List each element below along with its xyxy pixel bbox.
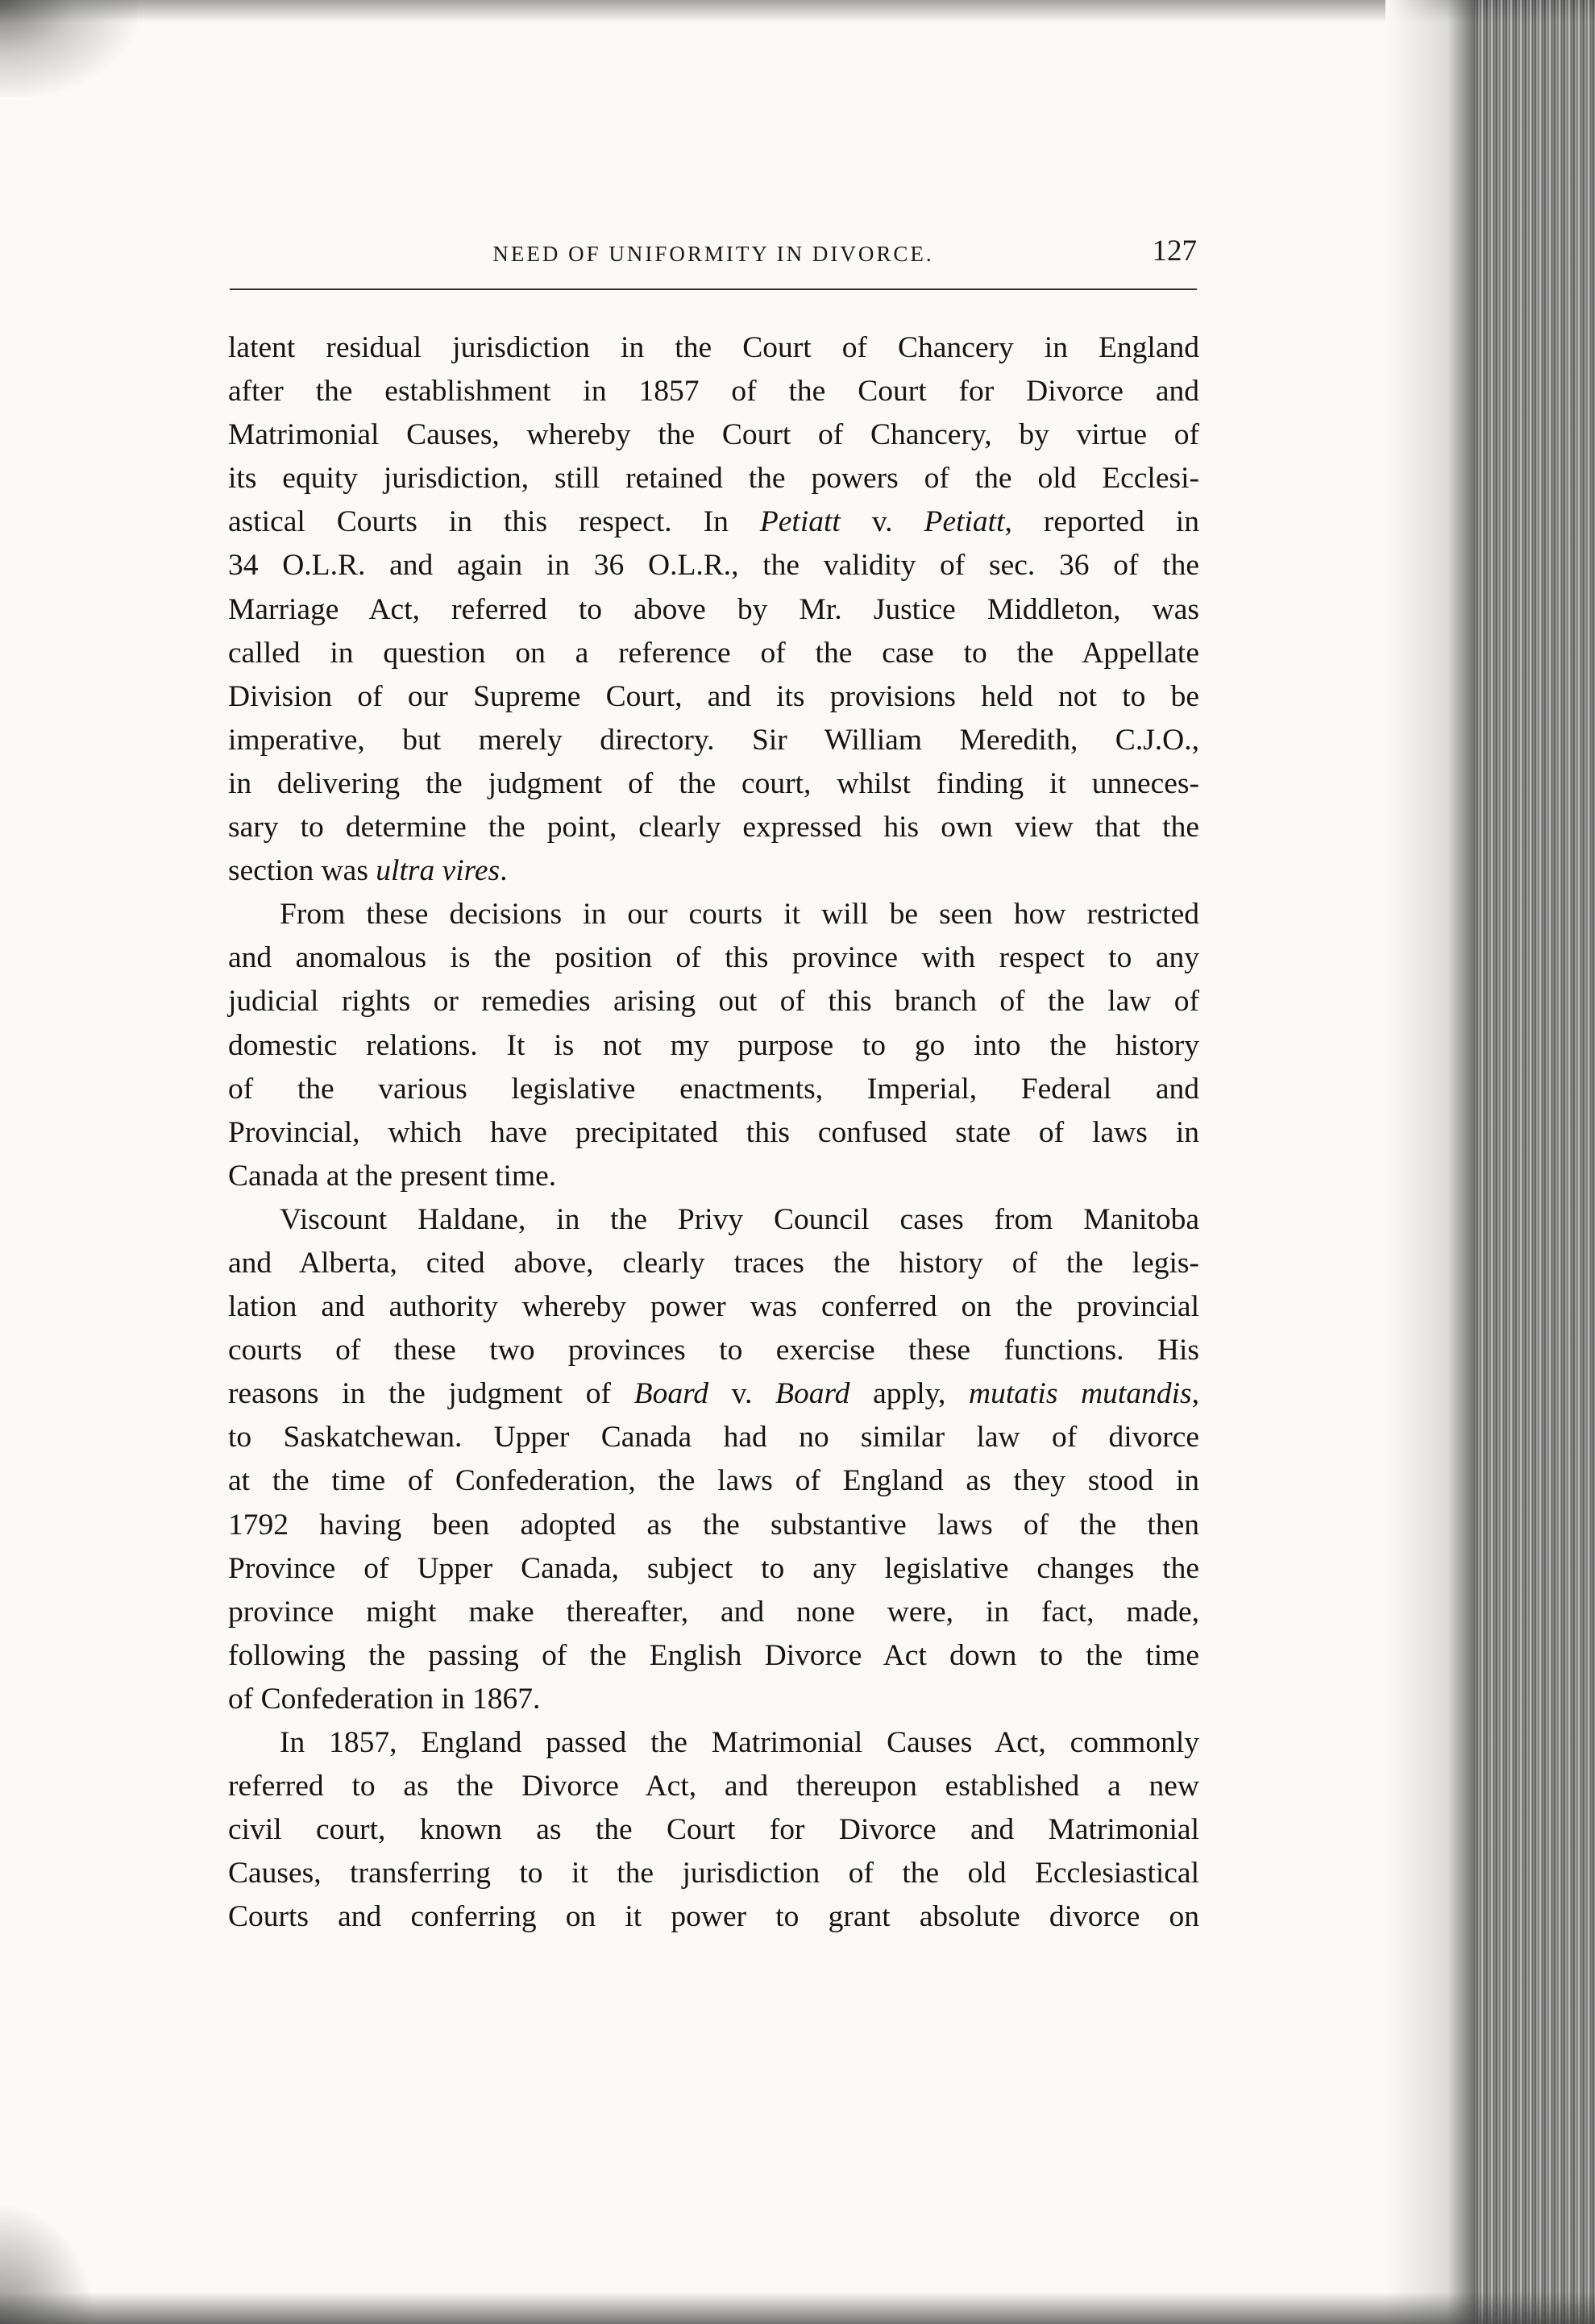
text-line: after the establishment in 1857 of the Court for Divorce and (228, 375, 1199, 409)
running-head: NEED OF UNIFORMITY IN DIVORCE. (492, 242, 934, 266)
body-text (228, 326, 1199, 1939)
text-line: at the time of Confederation, the laws of England as they stood in (228, 1464, 1199, 1498)
paragraph (228, 1721, 1199, 1939)
text-line: From these decisions in our courts it will be seen how restricted (280, 898, 1199, 932)
paragraph (228, 1198, 1199, 1721)
text-line: domestic relations. It is not my purpose to go into the history (228, 1028, 1199, 1062)
scan-shadow-right (1385, 0, 1474, 2324)
text-line: judicial rights or remedies arising out of this branch of the law of (228, 985, 1199, 1019)
text-line: to Saskatchewan. Upper Canada had no similar law of divorce (228, 1421, 1199, 1455)
text-line: courts of these two provinces to exercise these functions. His (228, 1334, 1199, 1367)
text-line: Provincial, which have precipitated this confused state of laws in (228, 1115, 1199, 1149)
text-line: Causes, transferring to it the jurisdiction of the old Ecclesiastical (228, 1857, 1199, 1890)
text-line: of the various legislative enactments, Imperial, Federal and (228, 1072, 1199, 1106)
text-line: reasons in the judgment of Board v. Board apply, mutatis mutandis, (228, 1377, 1199, 1411)
page-number: 127 (1152, 234, 1197, 268)
text-line: Province of Upper Canada, subject to any legislative changes the (228, 1551, 1199, 1585)
text-line: referred to as the Divorce Act, and thereupon established a new (228, 1770, 1199, 1803)
text-line: lation and authority whereby power was conferred on the provincial (228, 1290, 1199, 1324)
text-line: Viscount Haldane, in the Privy Council cases from Manitoba (280, 1202, 1199, 1236)
scan-shadow-top (0, 0, 1595, 23)
text-line: latent residual jurisdiction in the Court of Chancery in England (228, 331, 1199, 364)
text-line: In 1857, England passed the Matrimonial Causes Act, commonly (280, 1726, 1199, 1759)
text-line: Marriage Act, referred to above by Mr. Justice Middleton, was (228, 592, 1199, 626)
page-edge-right (1474, 0, 1595, 2324)
paragraph (228, 893, 1199, 1198)
text-line: 34 O.L.R. and again in 36 O.L.R., the validity of sec. 36 of the (228, 549, 1199, 583)
text-line: Division of our Supreme Court, and its provisions held not to be (228, 679, 1199, 713)
text-line: following the passing of the English Divorce Act down to the time (228, 1638, 1199, 1672)
text-line: Canada at the present time. (228, 1159, 557, 1193)
text-line: Courts and conferring on it power to grant absolute divorce on (228, 1900, 1199, 1934)
scan-shadow-corner (0, 0, 137, 97)
text-line: province might make thereafter, and none were, in fact, made, (228, 1595, 1199, 1629)
text-line: astical Courts in this respect. In Petiatt v. Petiatt, reported in (228, 505, 1199, 539)
text-line: its equity jurisdiction, still retained the powers of the old Ecclesi- (228, 462, 1199, 496)
text-line: in delivering the judgment of the court, whilst finding it unneces- (228, 766, 1199, 800)
text-line: and Alberta, cited above, clearly traces the history of the legis- (228, 1246, 1199, 1280)
paragraph (228, 326, 1199, 893)
header-rule (230, 288, 1197, 290)
text-line: section was ultra vires. (228, 854, 508, 888)
text-line: of Confederation in 1867. (228, 1682, 541, 1716)
text-line: Matrimonial Causes, whereby the Court of Chancery, by virtue of (228, 418, 1199, 452)
scan-shadow-bottom (0, 2292, 1595, 2324)
page-header (230, 234, 1197, 282)
text-line: sary to determine the point, clearly expressed his own view that the (228, 811, 1199, 845)
text-line: imperative, but merely directory. Sir William Meredith, C.J.O., (228, 723, 1199, 757)
text-line: civil court, known as the Court for Divorce and Matrimonial (228, 1813, 1199, 1847)
text-line: called in question on a reference of the case to the Appellate (228, 636, 1199, 670)
text-line: and anomalous is the position of this province with respect to any (228, 941, 1199, 975)
text-line: 1792 having been adopted as the substantive laws of the then (228, 1508, 1199, 1542)
